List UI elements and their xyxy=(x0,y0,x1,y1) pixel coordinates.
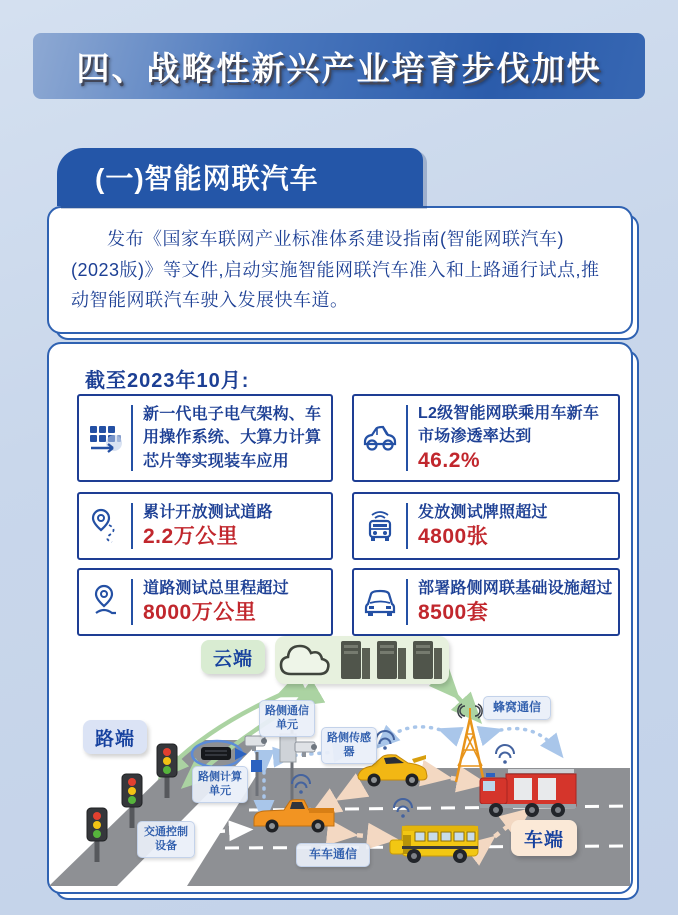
stat-value: 46.2% xyxy=(418,449,481,473)
roadside-compute-unit-label: 路侧计算单元 xyxy=(192,766,248,803)
mileage-pin-icon xyxy=(79,570,131,634)
fire-truck-icon xyxy=(480,769,576,817)
intro-panel xyxy=(47,206,633,334)
roadside-sensor-label: 路侧传感器 xyxy=(321,727,377,764)
car-front-icon xyxy=(354,570,406,634)
v2v-comm-label: 车车通信 xyxy=(296,843,370,867)
stat-text: L2级智能网联乘用车新车市场渗透率达到 xyxy=(418,404,600,445)
section-title: (一)智能网联汽车 xyxy=(95,163,319,194)
stat-box-roadside-infra xyxy=(352,568,620,636)
server-rack-icon xyxy=(413,641,442,679)
server-rack-icon xyxy=(341,641,370,679)
stats-as-of-heading: 截至2023年10月: xyxy=(85,370,250,392)
roadside-comm-unit-label: 路侧通信单元 xyxy=(259,700,315,737)
roadside-label: 路端 xyxy=(83,720,147,754)
v2x-diagram xyxy=(49,634,631,886)
stat-value: 8500套 xyxy=(418,601,489,625)
stat-text: 新一代电子电气架构、车用操作系统、大算力计算芯片等实现装车应用 xyxy=(143,406,322,470)
test-license-car-icon xyxy=(354,494,406,558)
stat-text: 道路测试总里程超过 xyxy=(143,580,289,598)
chip-architecture-icon xyxy=(79,396,131,480)
intro-text: 发布《国家车联网产业标准体系建设指南(智能网联汽车)(2023版)》等文件,启动实施智能网联汽车准入和上路通行试点,推动智能网联汽车驶入发展快车道。 xyxy=(71,229,600,311)
vehicle-side-label: 车端 xyxy=(511,820,577,856)
stat-value: 2.2万公里 xyxy=(143,525,239,549)
server-rack-icon xyxy=(377,641,406,679)
traffic-control-device-label: 交通控制设备 xyxy=(137,821,195,858)
stat-value: 4800张 xyxy=(418,525,489,549)
stat-box-ee-architecture xyxy=(77,394,333,482)
stat-text: 部署路侧网联基础设施超过 xyxy=(418,580,613,598)
top-banner xyxy=(33,33,645,99)
cloud-side-label: 云端 xyxy=(201,640,265,674)
banner-title: 四、战略性新兴产业培育步伐加快 xyxy=(76,49,602,87)
cellular-comm-label: 蜂窝通信 xyxy=(483,696,551,720)
stat-value: 8000万公里 xyxy=(143,601,257,625)
cloud-icon xyxy=(281,646,328,674)
stat-text: 累计开放测试道路 xyxy=(143,504,273,522)
stat-box-l2-penetration xyxy=(352,394,620,482)
stats-panel xyxy=(47,342,633,894)
map-pin-trail-icon xyxy=(79,494,131,558)
stat-box-test-mileage xyxy=(77,568,333,636)
stat-box-test-licenses xyxy=(352,492,620,560)
stat-text: 发放测试牌照超过 xyxy=(418,504,548,522)
connected-car-icon xyxy=(354,396,406,480)
stat-box-open-test-roads xyxy=(77,492,333,560)
section-tab xyxy=(57,148,423,206)
wifi-icon xyxy=(496,745,514,764)
cloud-servers-box xyxy=(275,636,449,684)
